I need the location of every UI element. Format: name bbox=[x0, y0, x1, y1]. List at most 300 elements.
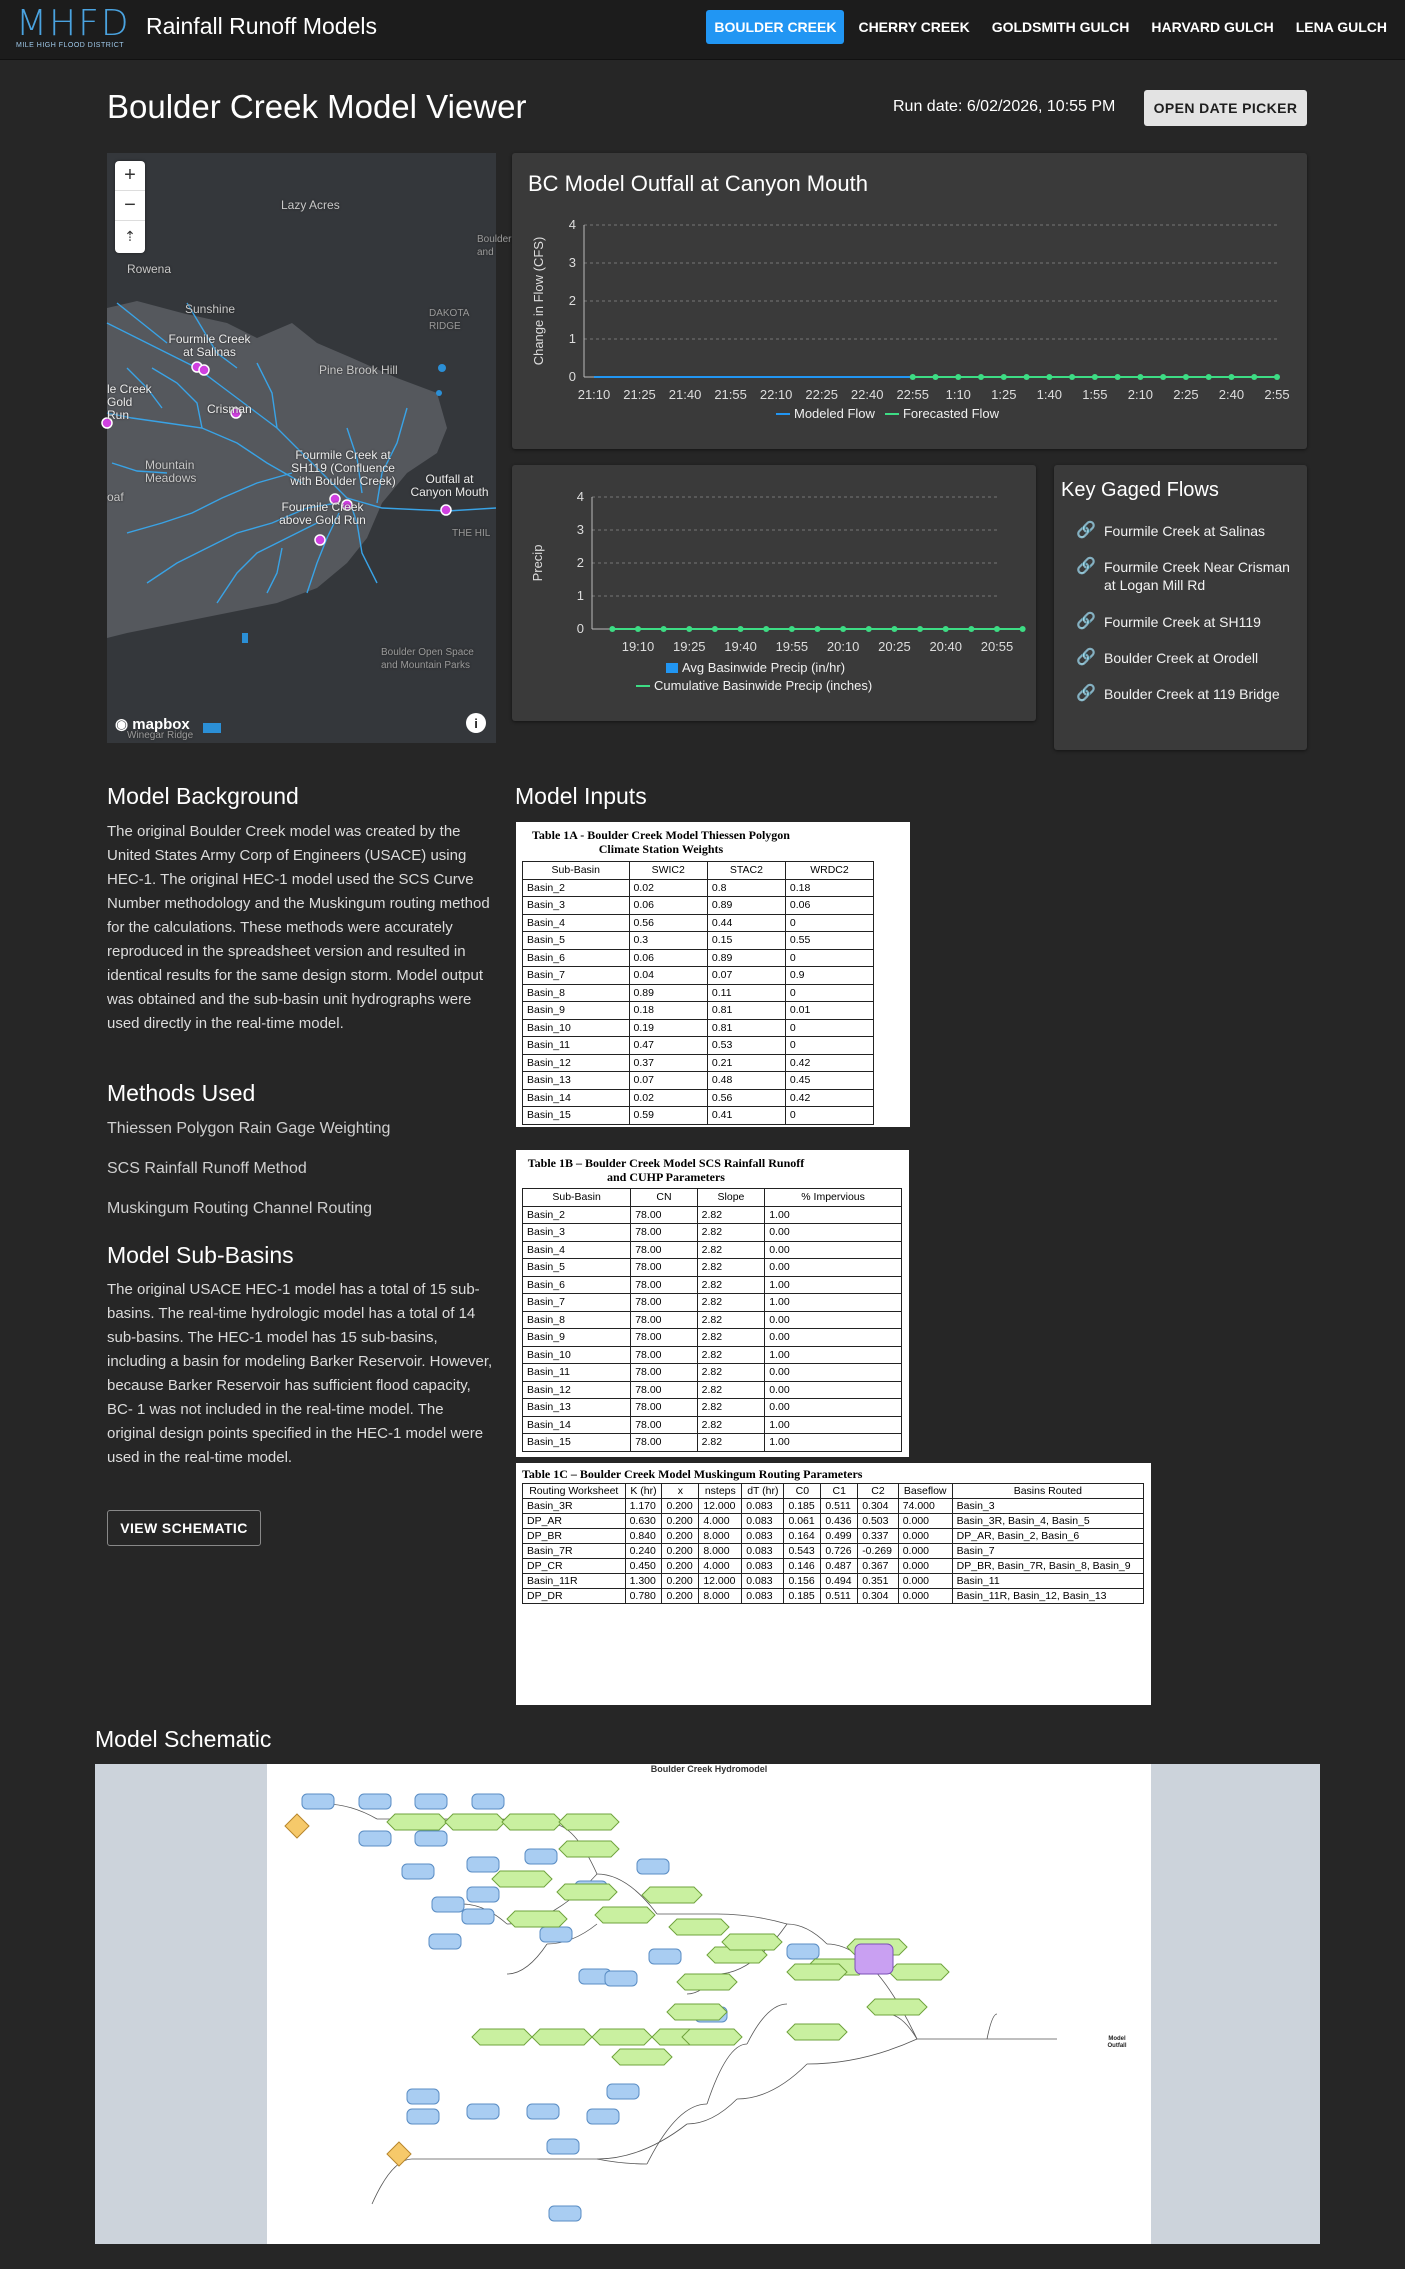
x-tick-label: 2:55 bbox=[1264, 387, 1290, 402]
table-cell: 2.82 bbox=[697, 1434, 765, 1452]
data-point bbox=[840, 626, 846, 632]
routing-node bbox=[445, 1814, 505, 1830]
table-row bbox=[523, 1346, 902, 1364]
table-header-cell: % Impervious bbox=[765, 1189, 902, 1207]
table-cell: 0.083 bbox=[742, 1589, 784, 1604]
connector bbox=[687, 2099, 737, 2124]
nav-tab-goldsmith-gulch[interactable]: GOLDSMITH GULCH bbox=[991, 19, 1130, 35]
table-1a-grid bbox=[522, 861, 874, 1125]
table-cell: 0.000 bbox=[898, 1529, 952, 1544]
link-icon: 🔗 bbox=[1076, 613, 1096, 630]
table-cell: 0.37 bbox=[629, 1054, 707, 1072]
table-cell: Basin_8 bbox=[523, 1311, 631, 1329]
data-point bbox=[1001, 374, 1007, 380]
table-cell: 0.00 bbox=[765, 1241, 902, 1259]
page-title: Boulder Creek Model Viewer bbox=[107, 88, 527, 125]
table-cell: 0.47 bbox=[629, 1037, 707, 1055]
table-row bbox=[523, 1206, 902, 1224]
table-header-cell: CN bbox=[631, 1189, 697, 1207]
app-title: Rainfall Runoff Models bbox=[146, 13, 377, 39]
model-schematic-heading: Model Schematic bbox=[95, 1726, 272, 1752]
x-tick-label: 19:40 bbox=[724, 639, 757, 654]
table-cell: DP_AR bbox=[523, 1514, 626, 1529]
table-header-cell: K (hr) bbox=[625, 1484, 662, 1499]
map-label: Fourmile Creek at Salinas bbox=[168, 332, 251, 359]
table-cell: Basin_15 bbox=[523, 1107, 630, 1125]
model-subbasins-text: The original USACE HEC-1 model has a total of 15 sub-basins. The real-time hydrologic model has a total of 14 sub-basins. The HEC-1 model has 15 sub-basins, including a basin for modeling Barker Reservoir. However, because Barker Reservoir has sufficient flood capacity, BC- 1 was not included in the real-time model. The original design points specified in the HEC-1 model were used in the real-time model. bbox=[107, 1281, 493, 1466]
table-cell: 0.42 bbox=[785, 1089, 873, 1107]
x-tick-label: 19:55 bbox=[775, 639, 809, 654]
table-cell: 0 bbox=[785, 1019, 873, 1037]
link-icon: 🔗 bbox=[1076, 649, 1096, 666]
zoom-out-button[interactable]: − bbox=[115, 191, 145, 221]
table-cell: Basin_4 bbox=[523, 1241, 631, 1259]
data-point bbox=[1092, 374, 1098, 380]
table-row bbox=[523, 1276, 902, 1294]
table-1b-caption: Table 1B – Boulder Creek Model SCS Rainfall Runoff and CUHP Parameters bbox=[527, 1156, 805, 1184]
data-point bbox=[789, 626, 795, 632]
table-cell: 78.00 bbox=[631, 1346, 697, 1364]
legend-modeled-flow[interactable]: Modeled Flow bbox=[794, 406, 875, 421]
table-cell: 2.82 bbox=[697, 1224, 765, 1242]
table-cell: 0.450 bbox=[625, 1559, 662, 1574]
table-cell: 0.083 bbox=[742, 1529, 784, 1544]
table-cell: 0.494 bbox=[821, 1574, 858, 1589]
table-cell: 2.82 bbox=[697, 1241, 765, 1259]
table-cell: Basin_15 bbox=[523, 1434, 631, 1452]
table-cell: 78.00 bbox=[631, 1294, 697, 1312]
map-label: Outfall at Canyon Mouth bbox=[410, 472, 489, 499]
table-cell: 0.89 bbox=[707, 897, 785, 915]
data-point bbox=[635, 626, 641, 632]
x-tick-label: 2:40 bbox=[1218, 387, 1245, 402]
table-cell: 0.15 bbox=[707, 932, 785, 950]
table-header-cell: WRDC2 bbox=[785, 862, 873, 880]
table-cell: 12.000 bbox=[699, 1499, 742, 1514]
table-cell: 0.000 bbox=[898, 1574, 952, 1589]
table-cell: Basin_10 bbox=[523, 1019, 630, 1037]
table-row bbox=[523, 1514, 1144, 1529]
table-cell: 2.82 bbox=[697, 1259, 765, 1277]
table-1b-grid bbox=[522, 1188, 902, 1452]
table-cell: Basin_7 bbox=[523, 1294, 631, 1312]
x-tick-label: 22:40 bbox=[850, 387, 884, 402]
routing-node bbox=[787, 2024, 847, 2040]
table-cell: 0.00 bbox=[765, 1381, 902, 1399]
reservoir-node bbox=[387, 2142, 411, 2166]
table-cell: 0.061 bbox=[784, 1514, 821, 1529]
nav-tab-cherry-creek[interactable]: CHERRY CREEK bbox=[858, 19, 970, 35]
x-tick-label: 21:10 bbox=[577, 387, 611, 402]
routing-node bbox=[677, 1974, 737, 1990]
info-icon[interactable]: i bbox=[466, 713, 486, 733]
key-gaged-flows-card bbox=[1054, 465, 1307, 750]
map-label: Fourmile Creek above Gold Run bbox=[279, 500, 366, 527]
basin-node bbox=[467, 2104, 499, 2119]
table-cell: 0.200 bbox=[662, 1499, 699, 1514]
table-cell: 0.06 bbox=[629, 897, 707, 915]
table-cell: 0.543 bbox=[784, 1544, 821, 1559]
table-cell: Basin_3R, Basin_4, Basin_5 bbox=[952, 1514, 1143, 1529]
table-cell: 2.82 bbox=[697, 1346, 765, 1364]
map-label: Lazy Acres bbox=[281, 198, 340, 212]
nav-tab-harvard-gulch[interactable]: HARVARD GULCH bbox=[1151, 19, 1274, 35]
table-cell: 0.503 bbox=[858, 1514, 899, 1529]
flow-chart-card bbox=[512, 153, 1307, 449]
table-cell: 78.00 bbox=[631, 1241, 697, 1259]
model-nav-tabs bbox=[706, 10, 1395, 44]
y-tick-label: 2 bbox=[576, 555, 584, 570]
table-header-cell: Basins Routed bbox=[952, 1484, 1143, 1499]
table-row bbox=[523, 1559, 1144, 1574]
data-point bbox=[738, 626, 744, 632]
routing-node bbox=[642, 1887, 702, 1903]
legend-forecasted-flow[interactable]: Forecasted Flow bbox=[902, 406, 1000, 421]
table-cell: 0.083 bbox=[742, 1574, 784, 1589]
forecasted-flow-swatch bbox=[885, 413, 899, 415]
basin-node bbox=[359, 1831, 391, 1846]
table-header-cell: Slope bbox=[697, 1189, 765, 1207]
basin-node bbox=[359, 1794, 391, 1809]
table-cell: 2.82 bbox=[697, 1276, 765, 1294]
table-cell: Basin_7R bbox=[523, 1544, 626, 1559]
basin-node bbox=[467, 1887, 499, 1902]
connector bbox=[707, 2044, 747, 2104]
table-cell: Basin_10 bbox=[523, 1346, 631, 1364]
basin-node bbox=[407, 2089, 439, 2104]
model-subbasins-heading: Model Sub-Basins bbox=[107, 1242, 294, 1268]
basin-node bbox=[415, 1794, 447, 1809]
routing-node bbox=[787, 1964, 847, 1980]
routing-node bbox=[502, 1814, 562, 1830]
logo-mark: MHFD bbox=[16, 3, 131, 44]
x-tick-label: 20:25 bbox=[878, 639, 911, 654]
table-cell: 2.82 bbox=[697, 1206, 765, 1224]
routing-node bbox=[682, 2029, 742, 2045]
x-tick-label: 21:55 bbox=[714, 387, 747, 402]
map-label: Mountain Meadows bbox=[145, 458, 197, 485]
table-cell: 0.200 bbox=[662, 1514, 699, 1529]
table-cell: Basin_6 bbox=[523, 1276, 631, 1294]
mhfd-logo[interactable] bbox=[16, 3, 131, 52]
table-cell: 78.00 bbox=[631, 1381, 697, 1399]
schematic-outlet-label: Model Outfall bbox=[1107, 2036, 1127, 2049]
data-point bbox=[661, 626, 667, 632]
view-schematic-button[interactable]: VIEW SCHEMATIC bbox=[107, 1510, 261, 1546]
table-cell: 0.185 bbox=[784, 1499, 821, 1514]
data-point bbox=[1206, 374, 1212, 380]
data-point bbox=[1024, 374, 1030, 380]
table-cell: 0.000 bbox=[898, 1559, 952, 1574]
table-cell: 0.42 bbox=[785, 1054, 873, 1072]
basin-node bbox=[649, 1949, 681, 1964]
table-header-cell: Baseflow bbox=[898, 1484, 952, 1499]
x-tick-label: 21:40 bbox=[668, 387, 702, 402]
table-cell: 0.351 bbox=[858, 1574, 899, 1589]
table-cell: Basin_11R, Basin_12, Basin_13 bbox=[952, 1589, 1143, 1604]
table-cell: Basin_2 bbox=[523, 1206, 631, 1224]
gaged-flow-label: Fourmile Creek at SH119 bbox=[1104, 614, 1261, 630]
data-point bbox=[943, 626, 949, 632]
x-tick-label: 1:55 bbox=[1082, 387, 1108, 402]
basin-node bbox=[547, 2139, 579, 2154]
map-label: Crisman bbox=[207, 402, 252, 416]
gaged-flow-label: Fourmile Creek Near Crisman at Logan Mill Rd bbox=[1104, 559, 1290, 593]
nav-tab-lena-gulch[interactable]: LENA GULCH bbox=[1295, 19, 1387, 35]
connector bbox=[597, 2124, 687, 2159]
gaged-flow-link[interactable] bbox=[1076, 649, 1296, 667]
table-cell: 0.00 bbox=[765, 1364, 902, 1382]
key-gaged-flows-title: Key Gaged Flows bbox=[1061, 479, 1219, 501]
y-tick-label: 1 bbox=[568, 331, 576, 346]
table-cell: 0 bbox=[785, 949, 873, 967]
method-item: SCS Rainfall Runoff Method bbox=[107, 1160, 307, 1177]
schematic-diagram bbox=[267, 1764, 1151, 2244]
mapbox-logo[interactable]: ◉ mapbox bbox=[115, 716, 190, 733]
table-row bbox=[523, 1072, 874, 1090]
data-point bbox=[866, 626, 872, 632]
table-cell: 0.55 bbox=[785, 932, 873, 950]
basin-node bbox=[432, 1897, 464, 1912]
table-cell: 0.200 bbox=[662, 1529, 699, 1544]
table-cell: 2.82 bbox=[697, 1399, 765, 1417]
data-point bbox=[763, 626, 769, 632]
table-header-cell: x bbox=[662, 1484, 699, 1499]
table-cell: Basin_3 bbox=[952, 1499, 1143, 1514]
map-label: DAKOTA RIDGE bbox=[429, 308, 469, 332]
basin-node bbox=[549, 2206, 581, 2221]
table-cell: 78.00 bbox=[631, 1434, 697, 1452]
table-header-cell: STAC2 bbox=[707, 862, 785, 880]
routing-node bbox=[889, 1964, 949, 1980]
connector bbox=[987, 2014, 997, 2039]
flow-legend bbox=[776, 406, 999, 421]
legend-cumulative-precip[interactable]: Cumulative Basinwide Precip (inches) bbox=[654, 678, 873, 693]
y-tick-label: 0 bbox=[568, 369, 576, 384]
table-cell: 0.3 bbox=[629, 932, 707, 950]
basin-node bbox=[415, 1831, 447, 1846]
table-cell: 2.82 bbox=[697, 1416, 765, 1434]
data-point bbox=[1160, 374, 1166, 380]
table-cell: 0.367 bbox=[858, 1559, 899, 1574]
routing-node bbox=[722, 1934, 782, 1950]
routing-node bbox=[387, 1814, 447, 1830]
flow-chart-title: BC Model Outfall at Canyon Mouth bbox=[528, 171, 868, 196]
table-cell: 0.89 bbox=[707, 949, 785, 967]
schematic-image[interactable] bbox=[267, 1764, 1151, 2244]
table-cell: 0.89 bbox=[629, 984, 707, 1002]
table-cell: 4.000 bbox=[699, 1514, 742, 1529]
table-cell: 0.511 bbox=[821, 1589, 858, 1604]
table-cell: 0.02 bbox=[629, 1089, 707, 1107]
table-row bbox=[523, 1416, 902, 1434]
y-tick-label: 4 bbox=[576, 489, 584, 504]
table-cell: Basin_3 bbox=[523, 897, 630, 915]
method-item: Muskingum Routing Channel Routing bbox=[107, 1200, 373, 1217]
table-cell: 2.82 bbox=[697, 1329, 765, 1347]
data-point bbox=[978, 374, 984, 380]
table-cell: 0.083 bbox=[742, 1559, 784, 1574]
table-cell: 0.48 bbox=[707, 1072, 785, 1090]
table-1c-caption: Table 1C – Boulder Creek Model Muskingum Routing Parameters bbox=[522, 1467, 863, 1481]
table-row bbox=[523, 1499, 1144, 1514]
table-cell: 2.82 bbox=[697, 1294, 765, 1312]
x-tick-label: 19:25 bbox=[673, 639, 706, 654]
basin-node bbox=[605, 1971, 637, 1986]
table-cell: 78.00 bbox=[631, 1399, 697, 1417]
table-row bbox=[523, 1311, 902, 1329]
table-cell: 78.00 bbox=[631, 1311, 697, 1329]
open-date-picker-button[interactable]: OPEN DATE PICKER bbox=[1144, 90, 1307, 126]
table-cell: Basin_13 bbox=[523, 1072, 630, 1090]
basin-map[interactable] bbox=[107, 153, 512, 743]
gaged-flow-link[interactable] bbox=[1076, 558, 1296, 594]
table-cell: 0.44 bbox=[707, 914, 785, 932]
table-row bbox=[523, 984, 874, 1002]
routing-node bbox=[507, 1911, 567, 1927]
map-label: Boulder and bbox=[477, 234, 512, 258]
table-cell: 0 bbox=[785, 984, 873, 1002]
routing-node bbox=[472, 2029, 532, 2045]
gaged-flow-link[interactable] bbox=[1076, 685, 1296, 703]
table-cell: 1.00 bbox=[765, 1346, 902, 1364]
methods-used-heading: Methods Used bbox=[107, 1080, 256, 1106]
data-point bbox=[1251, 374, 1257, 380]
table-row bbox=[523, 1037, 874, 1055]
y-tick-label: 3 bbox=[576, 522, 584, 537]
link-icon: 🔗 bbox=[1076, 685, 1096, 702]
routing-node bbox=[559, 1841, 619, 1857]
routing-node bbox=[592, 2029, 652, 2045]
table-1c-grid bbox=[522, 1483, 1144, 1604]
table-row bbox=[523, 1544, 1144, 1559]
connector bbox=[717, 1914, 787, 1924]
routing-node bbox=[559, 1814, 619, 1830]
table-row bbox=[523, 1294, 902, 1312]
modeled-flow-swatch bbox=[776, 413, 790, 415]
gaged-flow-label: Boulder Creek at Orodell bbox=[1104, 650, 1259, 666]
table-cell: 1.00 bbox=[765, 1206, 902, 1224]
map-label: oaf bbox=[107, 490, 124, 504]
table-cell: 8.000 bbox=[699, 1589, 742, 1604]
avg-precip-swatch bbox=[666, 663, 678, 673]
table-row bbox=[523, 879, 874, 897]
table-row bbox=[523, 1107, 874, 1125]
table-cell: 0 bbox=[785, 1107, 873, 1125]
table-cell: 0.304 bbox=[858, 1499, 899, 1514]
gaged-flow-link[interactable] bbox=[1076, 613, 1296, 631]
schematic-image-title: Boulder Creek Hydromodel bbox=[650, 1764, 768, 1774]
table-row bbox=[523, 1259, 902, 1277]
table-cell: Basin_13 bbox=[523, 1399, 631, 1417]
table-header-cell: C0 bbox=[784, 1484, 821, 1499]
connector bbox=[887, 2014, 917, 2039]
y-axis-label: Change in Flow (CFS) bbox=[531, 236, 546, 366]
table-cell: Basin_3 bbox=[523, 1224, 631, 1242]
x-tick-label: 21:25 bbox=[623, 387, 656, 402]
table-cell: Basin_12 bbox=[523, 1381, 631, 1399]
table-cell: -0.269 bbox=[858, 1544, 899, 1559]
x-tick-label: 20:55 bbox=[980, 639, 1014, 654]
table-cell: DP_DR bbox=[523, 1589, 626, 1604]
table-row bbox=[523, 1054, 874, 1072]
x-tick-label: 22:10 bbox=[759, 387, 793, 402]
basin-node bbox=[787, 1944, 819, 1959]
routing-node bbox=[667, 2004, 727, 2020]
table-cell: Basin_5 bbox=[523, 932, 630, 950]
table-cell: 0.000 bbox=[898, 1514, 952, 1529]
schematic-frame bbox=[95, 1764, 1320, 2244]
table-cell: 0.083 bbox=[742, 1544, 784, 1559]
data-point bbox=[1115, 374, 1121, 380]
y-tick-label: 3 bbox=[568, 255, 576, 270]
table-cell: 0.06 bbox=[785, 897, 873, 915]
table-cell: 0.53 bbox=[707, 1037, 785, 1055]
table-cell: 2.82 bbox=[697, 1381, 765, 1399]
table-cell: 0.18 bbox=[629, 1002, 707, 1020]
routing-node bbox=[612, 2049, 672, 2065]
table-cell: 0.240 bbox=[625, 1544, 662, 1559]
table-cell: Basin_2 bbox=[523, 879, 630, 897]
table-row bbox=[523, 897, 874, 915]
gaged-flow-label: Fourmile Creek at Salinas bbox=[1104, 523, 1266, 539]
x-tick-label: 20:10 bbox=[826, 639, 860, 654]
table-1a bbox=[516, 822, 910, 1127]
data-point bbox=[1020, 626, 1026, 632]
y-tick-label: 4 bbox=[568, 217, 576, 232]
table-cell: 0.726 bbox=[821, 1544, 858, 1559]
basin-node bbox=[525, 1849, 557, 1864]
flow-chart[interactable] bbox=[512, 153, 1307, 449]
table-cell: 1.170 bbox=[625, 1499, 662, 1514]
connector bbox=[372, 2159, 412, 2204]
table-cell: Basin_11 bbox=[523, 1037, 630, 1055]
table-cell: 78.00 bbox=[631, 1206, 697, 1224]
table-row bbox=[523, 1241, 902, 1259]
table-header-cell: Routing Worksheet bbox=[523, 1484, 626, 1499]
map-zoom-controls bbox=[115, 161, 145, 253]
table-cell: 0.9 bbox=[785, 967, 873, 985]
table-cell: 0.81 bbox=[707, 1019, 785, 1037]
table-cell: 0.81 bbox=[707, 1002, 785, 1020]
table-cell: 0.304 bbox=[858, 1589, 899, 1604]
data-point bbox=[891, 626, 897, 632]
data-point bbox=[686, 626, 692, 632]
map-label: Rowena bbox=[127, 262, 172, 276]
x-tick-label: 2:10 bbox=[1127, 387, 1154, 402]
model-background-heading: Model Background bbox=[107, 783, 299, 809]
precip-legend-bar bbox=[666, 660, 845, 675]
x-tick-label: 22:55 bbox=[896, 387, 930, 402]
legend-avg-precip[interactable]: Avg Basinwide Precip (in/hr) bbox=[682, 660, 846, 675]
table-header-cell: dT (hr) bbox=[742, 1484, 784, 1499]
table-cell: 0.000 bbox=[898, 1589, 952, 1604]
y-tick-label: 1 bbox=[576, 588, 584, 603]
data-point bbox=[712, 626, 718, 632]
table-row bbox=[523, 1434, 902, 1452]
compass-reset-button[interactable]: ⇡ bbox=[124, 227, 136, 244]
table-row bbox=[523, 1224, 902, 1242]
table-cell: 0.18 bbox=[785, 879, 873, 897]
basin-node bbox=[587, 2109, 619, 2124]
gaged-flow-link[interactable] bbox=[1076, 522, 1296, 540]
precip-chart-card bbox=[512, 465, 1036, 721]
table-row bbox=[523, 932, 874, 950]
table-cell: 0.00 bbox=[765, 1399, 902, 1417]
table-cell: 0.083 bbox=[742, 1514, 784, 1529]
zoom-in-button[interactable]: + bbox=[115, 161, 145, 191]
nav-tab-boulder-creek[interactable]: BOULDER CREEK bbox=[706, 10, 844, 44]
